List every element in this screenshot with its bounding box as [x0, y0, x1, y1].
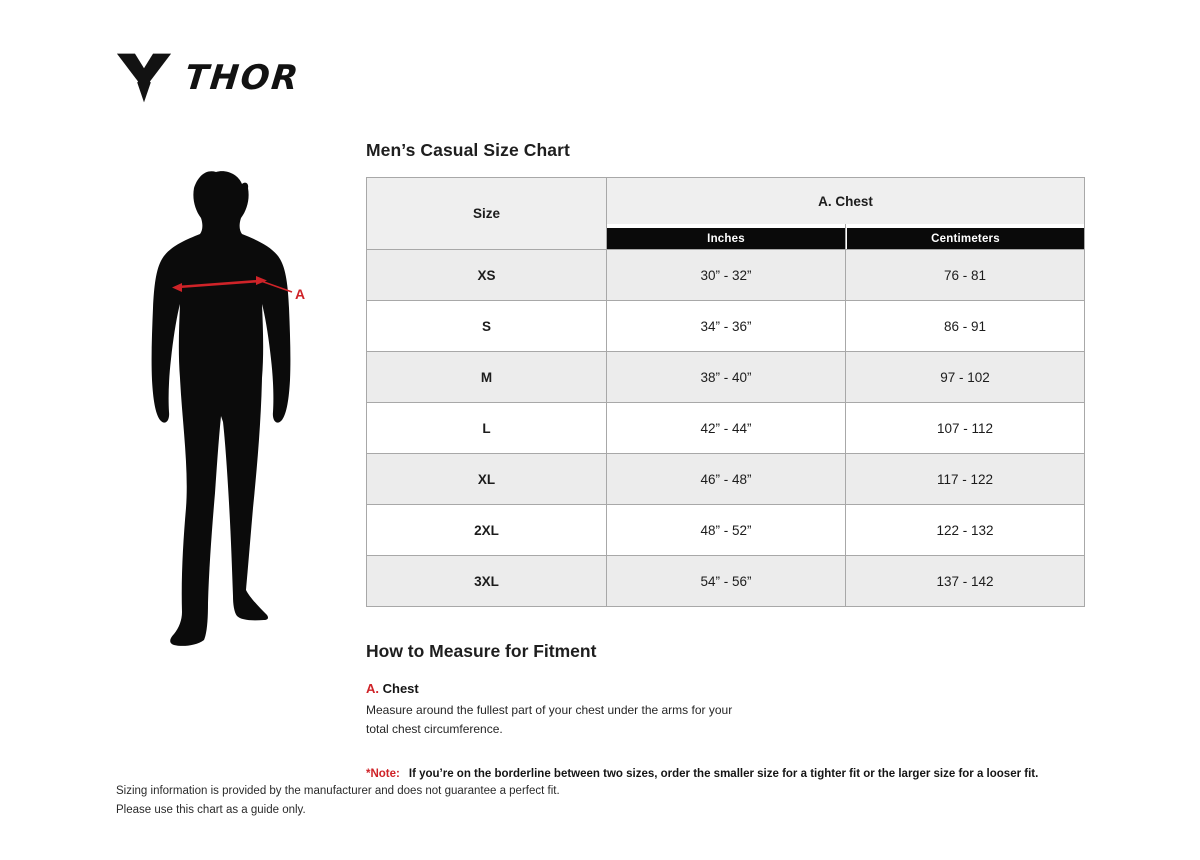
cell-size: 2XL [474, 522, 499, 538]
thor-horns-icon [116, 52, 172, 104]
measure-section-title: How to Measure for Fitment [366, 641, 597, 661]
table-row [367, 249, 1084, 300]
cell-centimeters: 137 - 142 [845, 556, 1084, 606]
measure-label: Chest [382, 681, 419, 696]
cell-inches: 46” - 48” [606, 454, 845, 504]
col-header-inches-cell [606, 224, 845, 249]
size-table-body [367, 249, 1084, 606]
measure-item-heading [366, 681, 1085, 696]
disclaimer-line-2: Please use this chart as a guide only. [116, 803, 306, 816]
cell-centimeters: 86 - 91 [845, 301, 1084, 351]
col-header-size: Size [367, 178, 606, 249]
body-measurement-figure [146, 168, 314, 648]
cell-size: L [482, 420, 491, 436]
main-content [366, 140, 1085, 780]
measure-description: Measure around the fullest part of your chest under the arms for your total chest circumference. [366, 703, 733, 736]
cell-inches: 30” - 32” [606, 250, 845, 300]
disclaimer-line-1: Sizing information is provided by the manufacturer and does not guarantee a perfect fit. [116, 785, 560, 797]
note-text: If you’re on the borderline between two sizes, order the smaller size for a tighter fit or the larger size for a looser fit. [408, 768, 1039, 781]
cell-centimeters: 117 - 122 [845, 454, 1084, 504]
table-row [367, 300, 1084, 351]
brand-logo-text: THOR [182, 58, 302, 98]
page-title: Men’s Casual Size Chart [366, 140, 570, 160]
cell-size: S [481, 318, 491, 334]
size-table-header [367, 178, 1084, 249]
col-header-chest: A. Chest [606, 178, 1084, 224]
cell-inches: 42” - 44” [606, 403, 845, 453]
cell-size: M [480, 369, 493, 385]
measure-item-chest [366, 681, 1085, 738]
cell-centimeters: 97 - 102 [845, 352, 1084, 402]
cell-size: XS [477, 267, 496, 283]
cell-centimeters: 76 - 81 [845, 250, 1084, 300]
cell-inches: 34” - 36” [606, 301, 845, 351]
col-header-centimeters-cell [845, 224, 1084, 249]
cell-inches: 38” - 40” [606, 352, 845, 402]
chest-marker-label: A [295, 286, 306, 302]
col-header-centimeters: Centimeters [847, 228, 1084, 249]
male-silhouette [152, 171, 291, 646]
table-row [367, 453, 1084, 504]
cell-inches: 54” - 56” [606, 556, 845, 606]
measure-key: A. [366, 681, 379, 696]
cell-size: 3XL [474, 573, 499, 589]
cell-inches: 48” - 52” [606, 505, 845, 555]
table-row [367, 402, 1084, 453]
table-row [367, 504, 1084, 555]
brand-logo [116, 52, 300, 104]
fit-note [366, 768, 1085, 780]
disclaimer [116, 782, 560, 820]
col-header-inches: Inches [607, 228, 845, 249]
table-row [367, 351, 1084, 402]
size-table [366, 177, 1085, 607]
table-row [367, 555, 1084, 606]
cell-centimeters: 122 - 132 [845, 505, 1084, 555]
note-label: *Note: [366, 768, 400, 781]
cell-centimeters: 107 - 112 [845, 403, 1084, 453]
cell-size: XL [477, 471, 496, 487]
